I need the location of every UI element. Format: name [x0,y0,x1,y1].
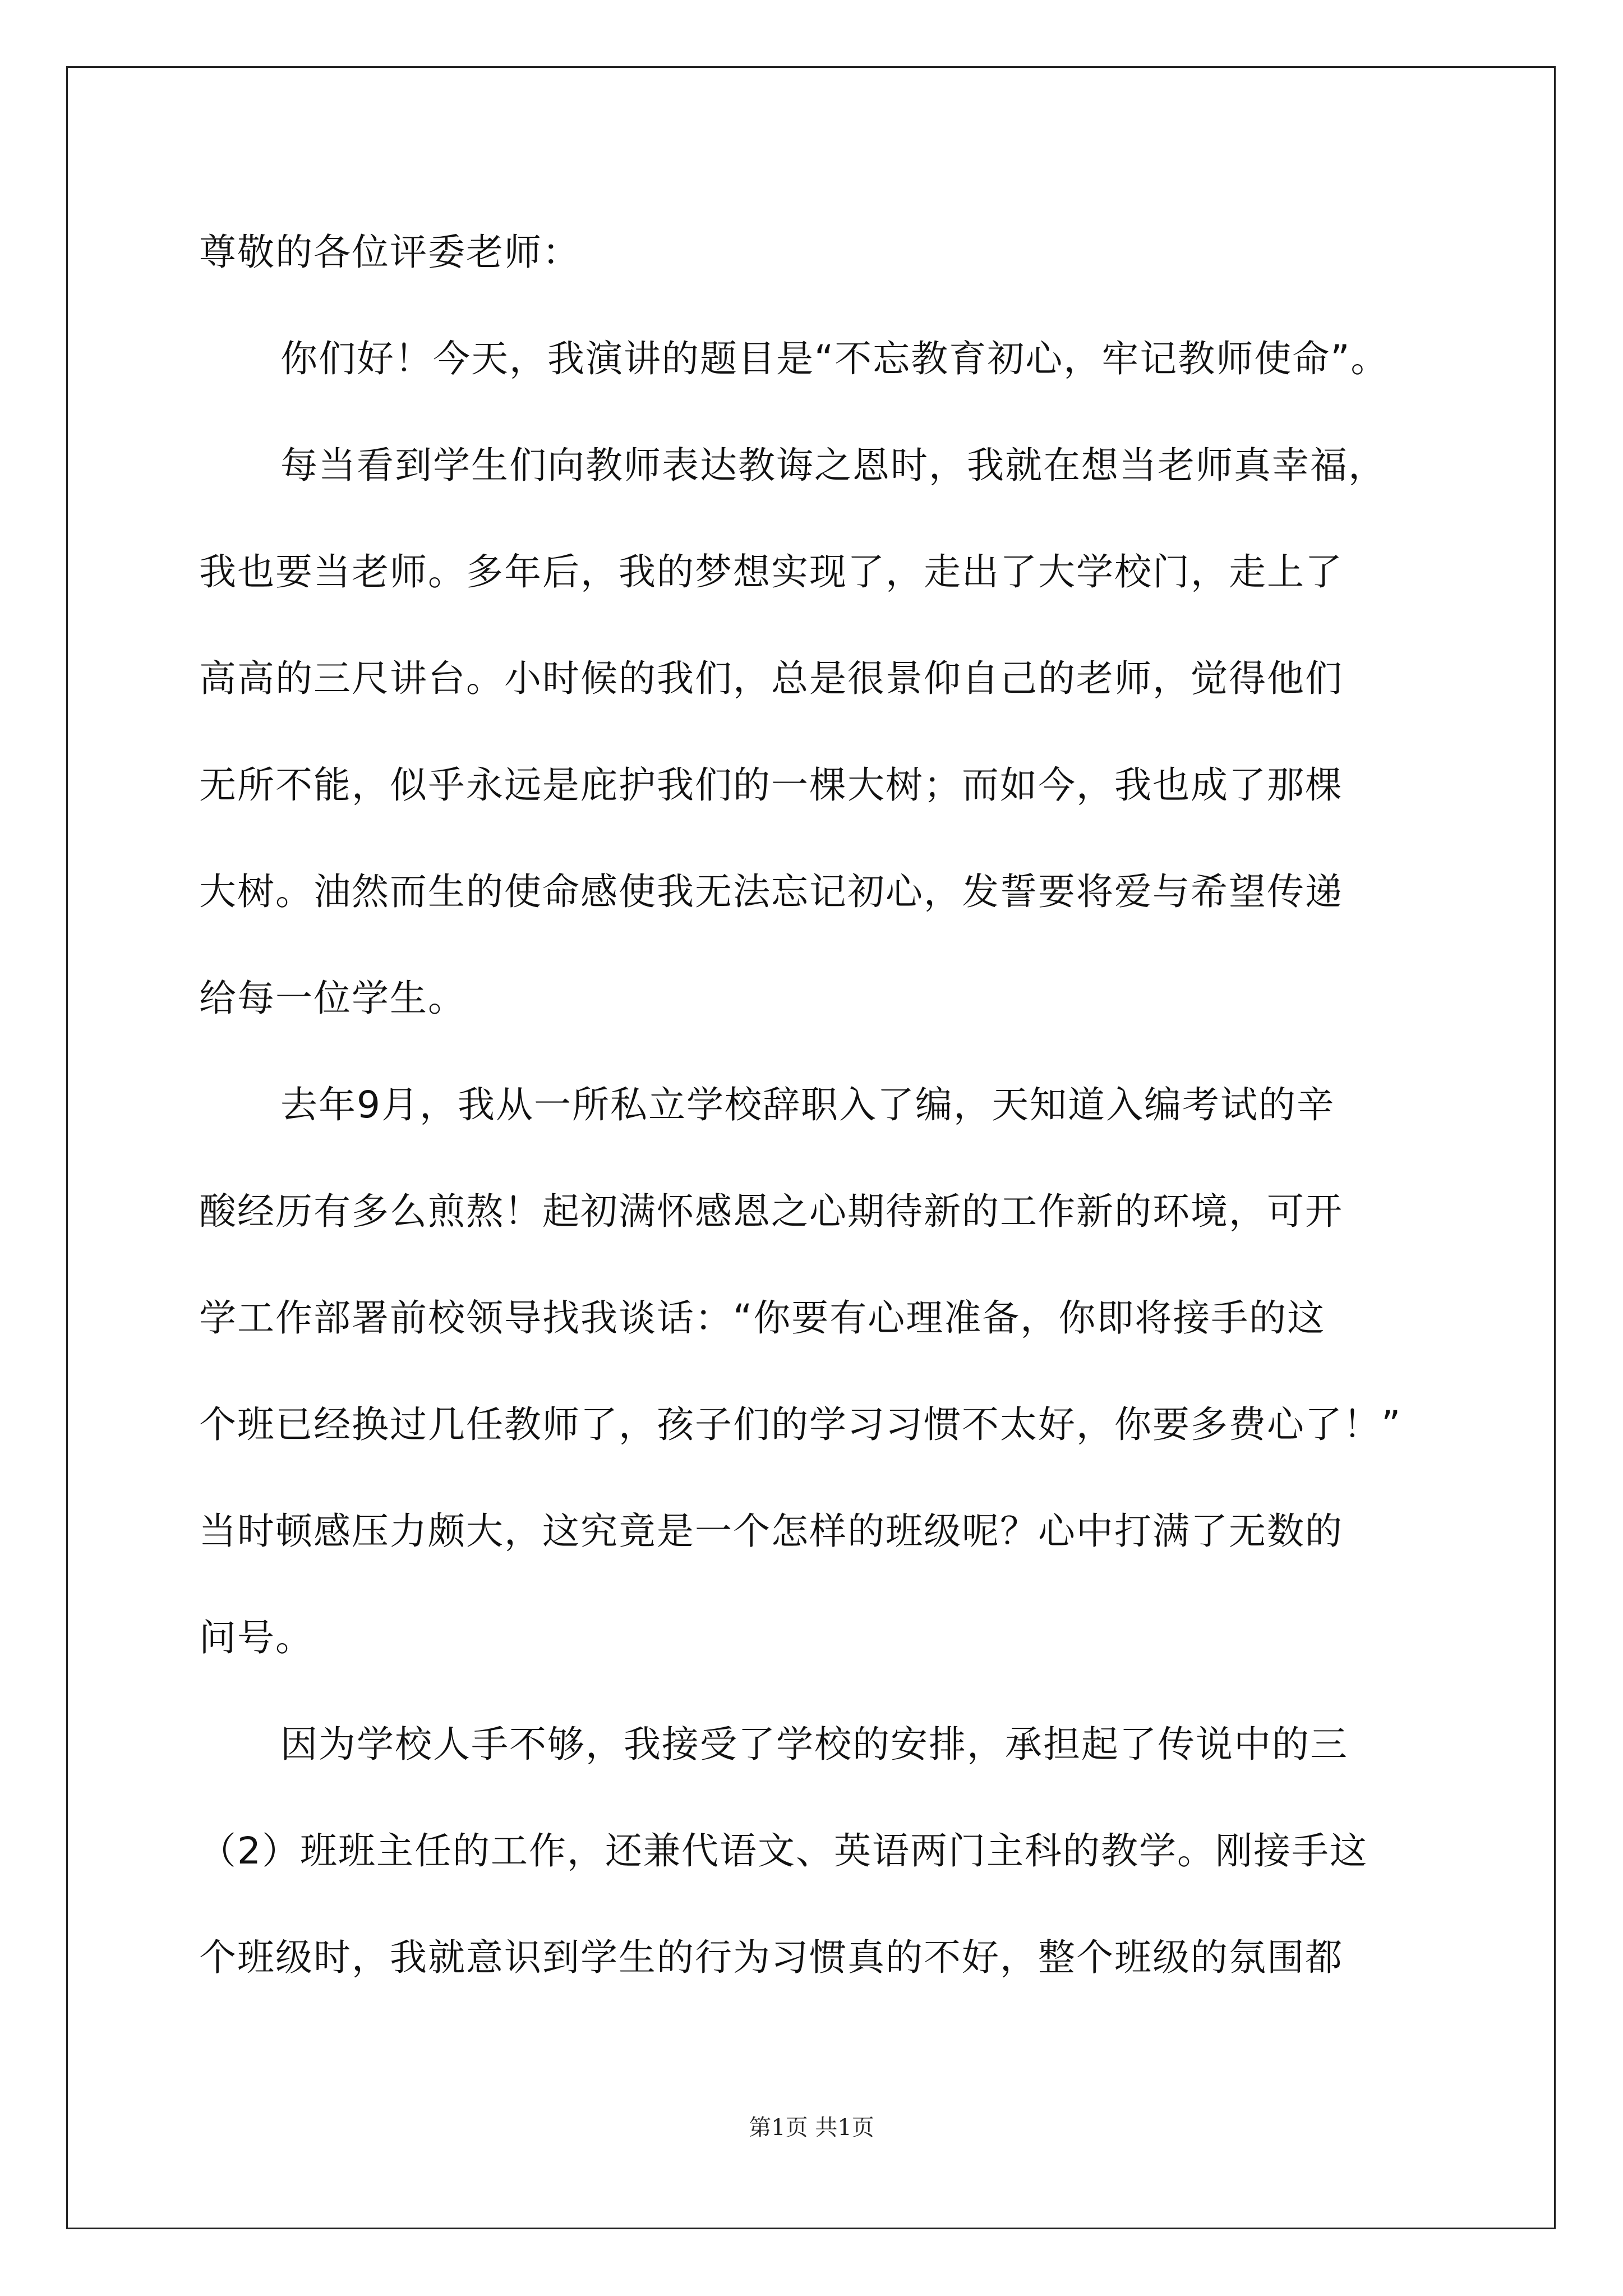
text-line: 酸经历有多么煎熬！起初满怀感恩之心期待新的工作新的环境，可开 [199,1190,1343,1233]
greeting-line: 尊敬的各位评委老师： [199,231,580,274]
text-line: 去年9月，我从一所私立学校辞职入了编，天知道入编考试的辛 [280,1083,1335,1126]
text-line: 每当看到学生们向教师表达教诲之恩时，我就在想当老师真幸福， [280,444,1386,487]
text-line: 大树。油然而生的使命感使我无法忘记初心，发誓要将爱与希望传递 [199,870,1343,913]
page-border [66,66,1556,2229]
text-line: 高高的三尺讲台。小时候的我们，总是很景仰自己的老师，觉得他们 [199,657,1343,700]
text-line: 无所不能，似乎永远是庇护我们的一棵大树；而如今，我也成了那棵 [199,763,1343,807]
text-line: 个班已经换过几任教师了，孩子们的学习习惯不太好，你要多费心了！” [199,1403,1402,1446]
page-footer: 第1页 共1页 [749,2115,874,2141]
text-line: 我也要当老师。多年后，我的梦想实现了，走出了大学校门，走上了 [199,550,1343,593]
text-line: 因为学校人手不够，我接受了学校的安排，承担起了传说中的三 [280,1723,1348,1766]
text-line: 问号。 [199,1616,313,1659]
text-line: 当时顿感压力颇大，这究竟是一个怎样的班级呢？心中打满了无数的 [199,1510,1343,1553]
text-line: 给每一位学生。 [199,977,466,1020]
text-line: 学工作部署前校领导找我谈话：“你要有心理准备，你即将接手的这 [199,1296,1326,1340]
text-line: 你们好！今天，我演讲的题目是“不忘教育初心，牢记教师使命”。 [280,337,1389,380]
text-line: （2）班班主任的工作，还兼代语文、英语两门主科的教学。刚接手这 [199,1829,1368,1872]
text-line: 个班级时，我就意识到学生的行为习惯真的不好，整个班级的氛围都 [199,1936,1343,1979]
